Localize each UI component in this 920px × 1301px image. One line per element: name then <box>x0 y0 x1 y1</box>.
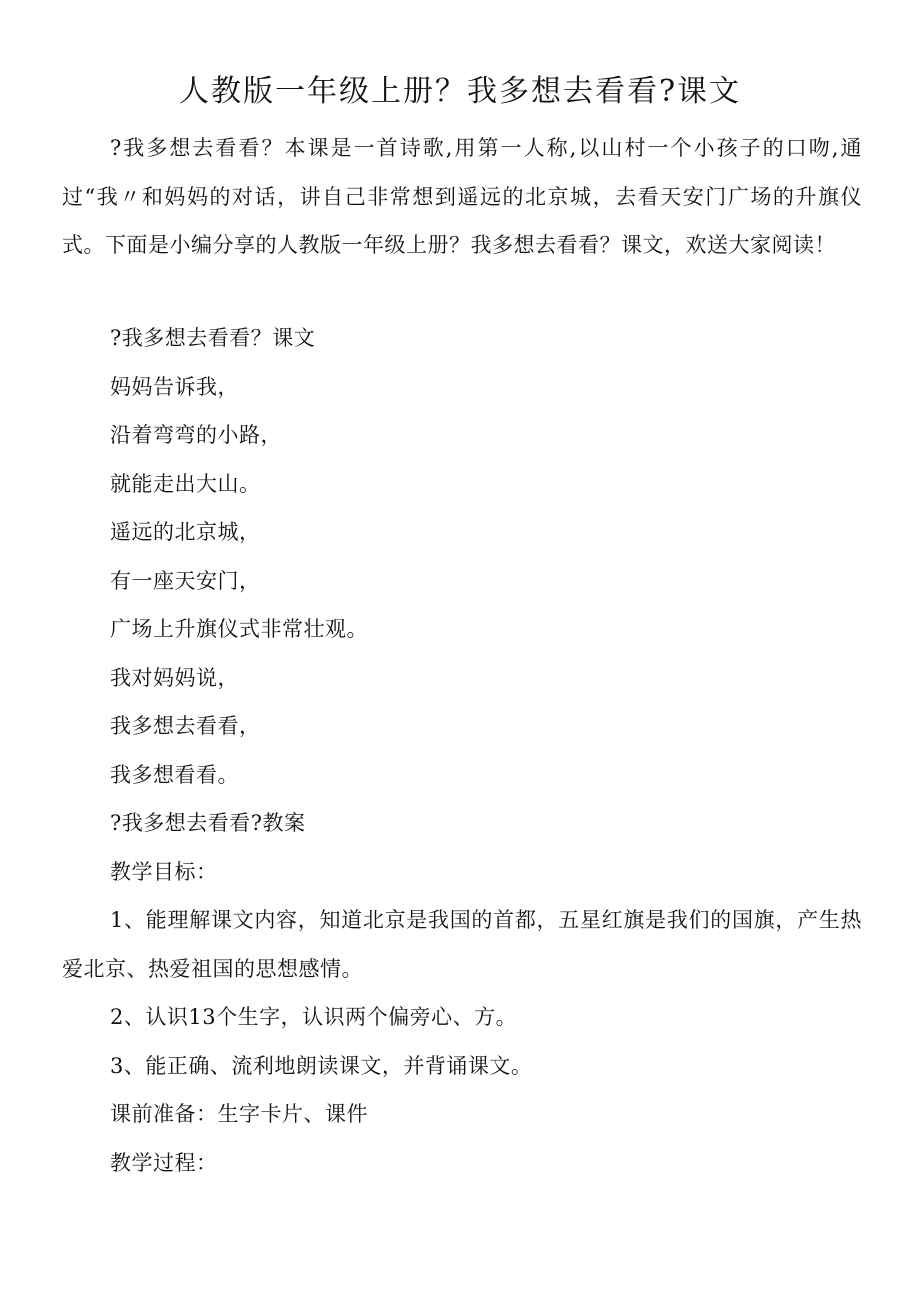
intro-paragraph: ?我多想去看看？本课是一首诗歌,用第一人称,以山村一个小孩子的口吻,通过“我〃和妈妈的对话，讲自己非常想到遥远的北京城，去看天安门广场的升旗仪式。下面是小编分享的人教版一年级上册？我多想去看看？课文，欢送大家阅读！ <box>62 136 862 257</box>
poem-line: 广场上升旗仪式非常壮观。 <box>110 617 368 641</box>
document-title: 人教版一年级上册？我多想去看看?课文 <box>178 74 742 109</box>
goals-heading: 教学目标： <box>110 859 218 884</box>
poem-line: 妈妈告诉我， <box>110 374 239 399</box>
text-heading: ?我多想去看看？课文 <box>110 326 316 350</box>
process-heading: 教学过程： <box>110 1150 218 1175</box>
poem-line: 我多想看看。 <box>110 762 239 787</box>
goal-item-2: 2、认识13个生字，认识两个偏旁心、方。 <box>110 1005 518 1029</box>
goal-item-1: 1、能理解课文内容，知道北京是我国的首都，五星红旗是我们的国旗，产生热爱北京、热爱祖国的思想感情。 <box>62 908 862 981</box>
preparation-line: 课前准备：生字卡片、课件 <box>110 1102 368 1126</box>
poem-line: 我多想去看看， <box>110 714 261 738</box>
poem-line: 有一座天安门， <box>110 568 261 593</box>
document-body <box>62 314 862 1187</box>
goal-item-3: 3、能正确、流利地朗读课文，并背诵课文。 <box>110 1053 533 1078</box>
poem-line: 遥远的北京城， <box>110 520 261 544</box>
poem-line: 就能走出大山。 <box>110 471 261 496</box>
poem-line: 我对妈妈说， <box>110 665 239 690</box>
lesson-plan-heading: ?我多想去看看?教案 <box>110 811 306 835</box>
poem-line: 沿着弯弯的小路， <box>110 423 282 447</box>
